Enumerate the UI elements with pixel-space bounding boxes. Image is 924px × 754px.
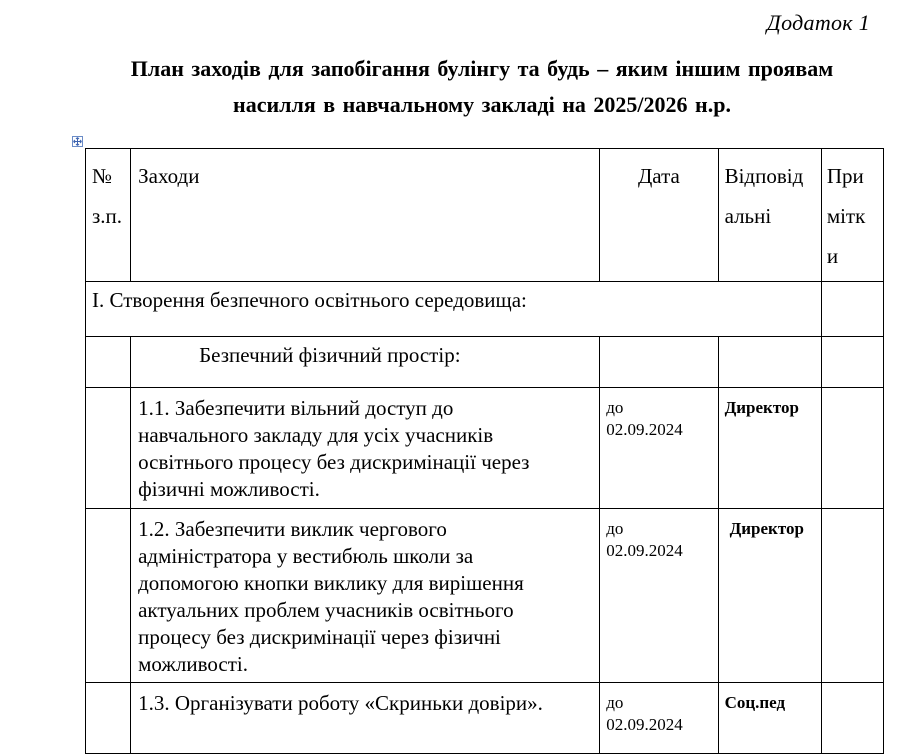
row-activity-line: можливості.: [138, 652, 248, 676]
header-date-label: Дата: [637, 164, 680, 188]
document-title-line-1: План заходів для запобігання булінгу та будь – яким іншим проявам: [130, 56, 834, 81]
header-notes-label-2: мітк: [826, 204, 866, 228]
row-activity-line: навчального закладу для усіх учасників: [138, 423, 494, 447]
section-notes-cell: [821, 282, 883, 337]
subsection-row: [86, 337, 884, 388]
appendix-label: Додаток 1: [766, 10, 870, 35]
row-responsible: Директор: [729, 519, 804, 538]
row-notes-cell: [821, 683, 883, 754]
header-number-sublabel: з.п.: [92, 204, 123, 228]
header-responsible-cell: [718, 149, 821, 282]
subsection-title: Безпечний фізичний простір:: [199, 343, 461, 367]
row-notes-cell: [821, 388, 883, 509]
table-header-row: [86, 149, 884, 282]
activities-table: [85, 148, 884, 754]
row-responsible-cell: [718, 509, 821, 683]
row-activity-cell: [131, 683, 600, 754]
header-notes-cell: [821, 149, 883, 282]
subsection-notes-cell: [821, 337, 883, 388]
header-number-cell: [86, 149, 131, 282]
row-activity-line: процесу без дискримінації через фізичні: [138, 625, 501, 649]
row-date-prefix: до: [606, 398, 624, 417]
section-row: [86, 282, 884, 337]
row-activity-line: 1.3. Організувати роботу «Скриньки довіри».: [138, 691, 543, 715]
header-number-label: №: [92, 164, 113, 188]
header-date-cell: [600, 149, 718, 282]
section-title-cell: [86, 282, 822, 337]
row-number-cell: [86, 388, 131, 509]
table-row: [86, 509, 884, 683]
row-date-prefix: до: [606, 519, 624, 538]
row-date-cell: [600, 683, 718, 754]
row-number-cell: [86, 509, 131, 683]
row-activity-line: актуальних проблем учасників освітнього: [138, 598, 514, 622]
subsection-number-cell: [86, 337, 131, 388]
subsection-responsible-cell: [718, 337, 821, 388]
subsection-title-cell: [131, 337, 600, 388]
row-notes-cell: [821, 509, 883, 683]
row-activity-line: допомогою кнопки виклику для вирішення: [138, 571, 524, 595]
header-responsible-label-1: Відповід: [724, 164, 804, 188]
row-date-value: 02.09.2024: [606, 420, 683, 439]
table-row: [86, 683, 884, 754]
row-activity-line: освітнього процесу без дискримінації через: [138, 450, 530, 474]
row-responsible: Соц.пед: [724, 693, 786, 712]
row-date-value: 02.09.2024: [606, 715, 683, 734]
row-date-cell: [600, 509, 718, 683]
row-activity-line: 1.1. Забезпечити вільний доступ до: [138, 396, 454, 420]
row-responsible-cell: [718, 683, 821, 754]
document-title-line-2: насилля в навчальному закладі на 2025/2026 н.р.: [233, 92, 731, 117]
row-activity-cell: [131, 388, 600, 509]
row-responsible: Директор: [724, 398, 799, 417]
header-notes-label-1: При: [826, 164, 864, 188]
subsection-date-cell: [600, 337, 718, 388]
row-date-cell: [600, 388, 718, 509]
header-activities-label: Заходи: [138, 164, 200, 188]
row-activity-line: фізичні можливості.: [138, 477, 320, 501]
row-date-prefix: до: [606, 693, 624, 712]
table-row: [86, 388, 884, 509]
row-activity-line: 1.2. Забезпечити виклик чергового: [138, 517, 447, 541]
table-move-handle-icon[interactable]: [72, 136, 83, 147]
header-notes-label-3: и: [826, 244, 839, 268]
header-activities-cell: [131, 149, 600, 282]
row-number-cell: [86, 683, 131, 754]
row-activity-line: адміністратора у вестибюль школи за: [138, 544, 474, 568]
row-date-value: 02.09.2024: [606, 541, 683, 560]
header-responsible-label-2: альні: [724, 204, 772, 228]
section-title: І. Створення безпечного освітнього середовища:: [92, 288, 527, 312]
row-responsible-cell: [718, 388, 821, 509]
row-activity-cell: [131, 509, 600, 683]
